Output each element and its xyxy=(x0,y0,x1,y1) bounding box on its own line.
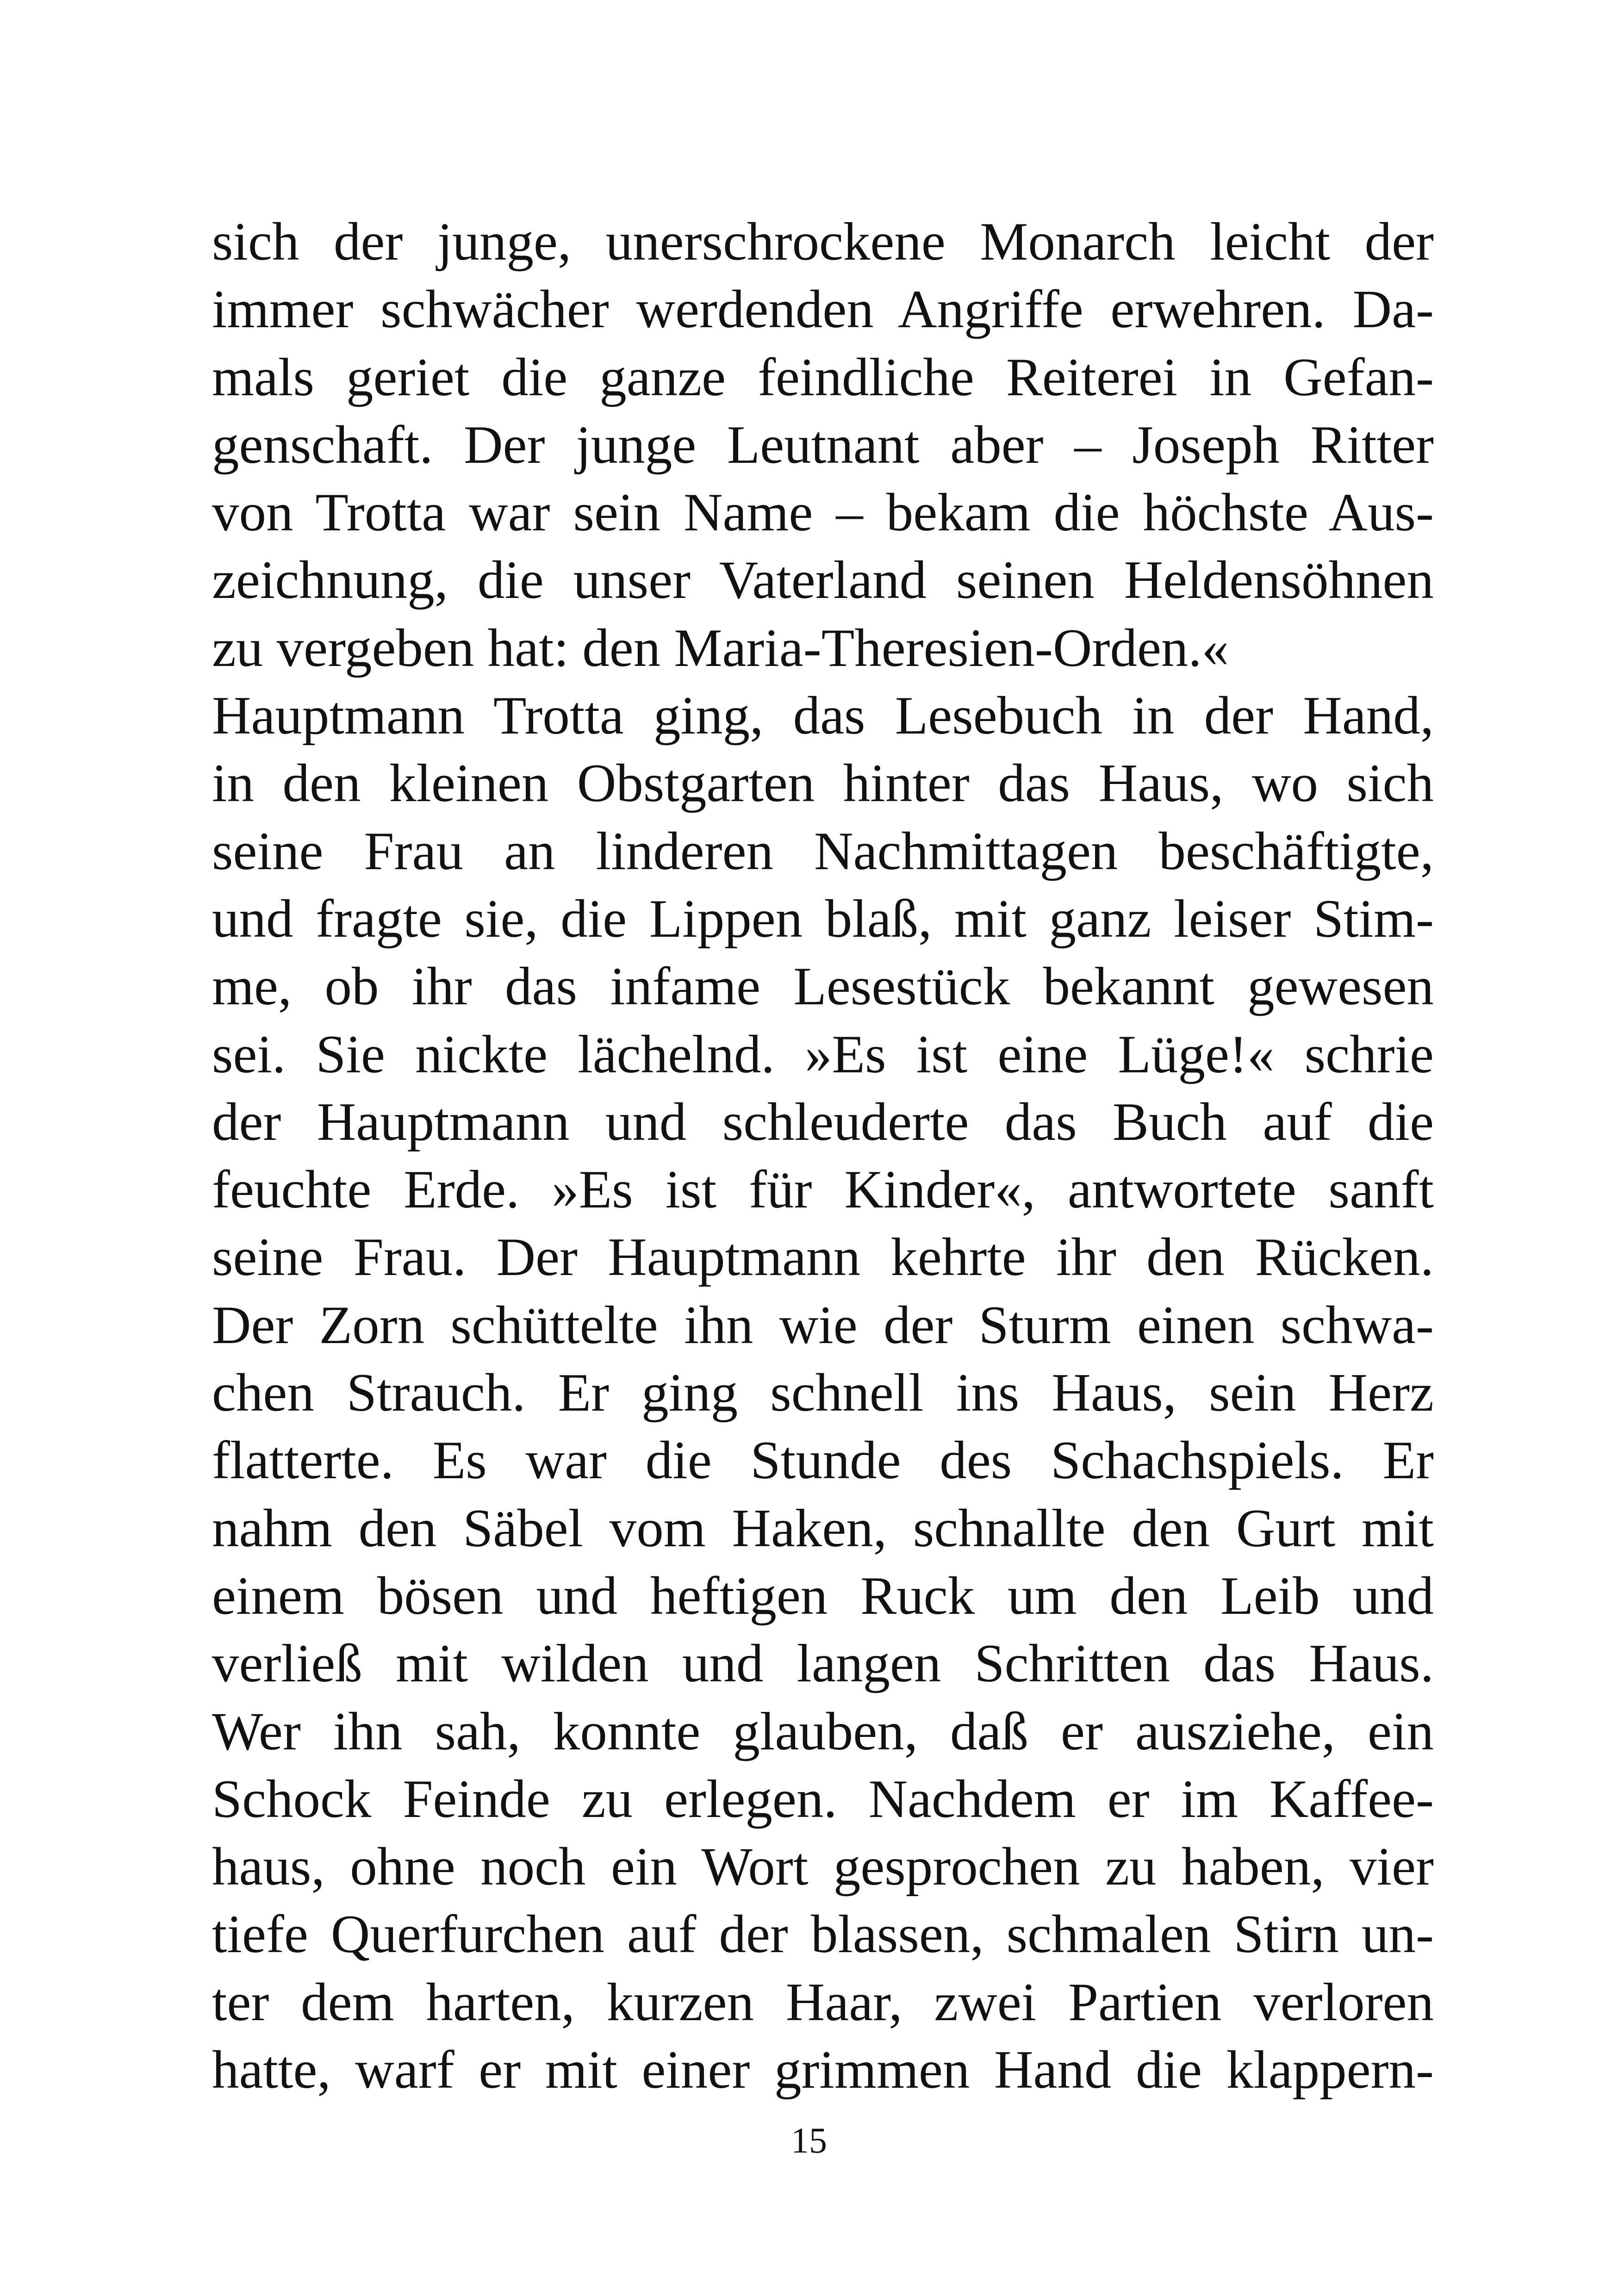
text-line: genschaft. Der junge Leutnant aber – Joseph Ritter xyxy=(212,415,1434,475)
text-line: immer schwächer werdenden Angriffe erwehren. Da- xyxy=(212,280,1434,340)
text-line: nahm den Säbel vom Haken, schnallte den Gurt mit xyxy=(212,1498,1434,1558)
text-line: sich der junge, unerschrockene Monarch leicht der xyxy=(212,212,1434,272)
text-line: me, ob ihr das infame Lesestück bekannt gewesen xyxy=(212,957,1434,1017)
text-line: einem bösen und heftigen Ruck um den Leib und xyxy=(212,1566,1434,1626)
text-line: Der Zorn schüttelte ihn wie der Sturm einen schwa- xyxy=(212,1295,1434,1355)
text-line: ter dem harten, kurzen Haar, zwei Partien verloren xyxy=(212,1972,1434,2032)
text-line: von Trotta war sein Name – bekam die höchste Aus- xyxy=(212,483,1434,543)
text-line: der Hauptmann und schleuderte das Buch auf die xyxy=(212,1092,1434,1152)
page-number: 15 xyxy=(791,2120,827,2160)
text-line: Hauptmann Trotta ging, das Lesebuch in der Hand, xyxy=(212,686,1434,746)
text-line: feuchte Erde. »Es ist für Kinder«, antwortete sanft xyxy=(212,1160,1434,1220)
text-line: seine Frau. Der Hauptmann kehrte ihr den Rücken. xyxy=(212,1227,1434,1288)
text-line: haus, ohne noch ein Wort gesprochen zu haben, vier xyxy=(212,1837,1434,1897)
text-line: mals geriet die ganze feindliche Reiterei in Gefan- xyxy=(212,347,1434,407)
text-line: hatte, warf er mit einer grimmen Hand die klappern- xyxy=(212,2040,1434,2100)
text-line: flatterte. Es war die Stunde des Schachspiels. Er xyxy=(212,1431,1434,1491)
text-line: seine Frau an linderen Nachmittagen beschäftigte, xyxy=(212,821,1434,881)
text-line: zeichnung, die unser Vaterland seinen Heldensöhnen xyxy=(212,550,1434,610)
text-line: tiefe Querfurchen auf der blassen, schmalen Stirn un- xyxy=(212,1904,1434,1965)
text-line: verließ mit wilden und langen Schritten das Haus. xyxy=(212,1634,1434,1694)
body-text xyxy=(212,208,1434,2104)
text-line: in den kleinen Obstgarten hinter das Haus, wo sich xyxy=(212,753,1434,814)
text-line: chen Strauch. Er ging schnell ins Haus, sein Herz xyxy=(212,1363,1434,1423)
text-line: und fragte sie, die Lippen blaß, mit ganz leiser Stim- xyxy=(212,889,1434,949)
text-line: zu vergeben hat: den Maria-Theresien-Orden.« xyxy=(212,618,1229,678)
text-line: Wer ihn sah, konnte glauben, daß er ausziehe, ein xyxy=(212,1701,1434,1761)
text-line: Schock Feinde zu erlegen. Nachdem er im Kaffee- xyxy=(212,1769,1434,1829)
text-line: sei. Sie nickte lächelnd. »Es ist eine Lüge!« schrie xyxy=(212,1024,1434,1084)
